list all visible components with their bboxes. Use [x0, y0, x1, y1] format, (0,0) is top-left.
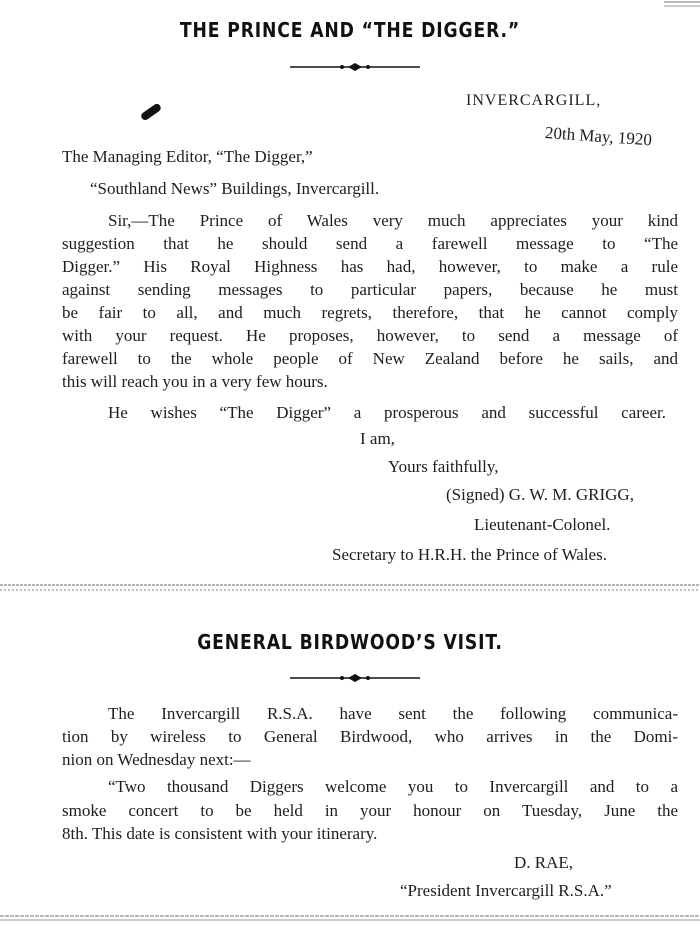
quote-line: “Two thousand Diggers welcome you to Invercargill and to a — [108, 777, 678, 796]
edge-rule-marks — [664, 0, 700, 10]
body-line: Digger.” His Royal Highness has had, however, to make a rule — [62, 257, 678, 276]
body-line: suggestion that he should send a farewell message to “The — [62, 234, 678, 253]
headline-birdwood-visit: GENERAL BIRDWOOD’S VISIT. — [197, 630, 503, 654]
closing-line: I am, — [360, 429, 395, 448]
signer-name: D. RAE, — [514, 853, 574, 872]
signer-title: “President Invercargill R.S.A.” — [400, 881, 612, 900]
signature-line: (Signed) G. W. M. GRIGG, — [446, 485, 634, 504]
bottom-rule — [0, 914, 700, 922]
body-line: with your request. He proposes, however, to send a message of — [62, 326, 678, 345]
section-divider-rule — [0, 582, 700, 594]
intro-line: tion by wireless to General Birdwood, who arrives in the Domi- — [62, 727, 678, 746]
quote-line: smoke concert to be held in your honour on Tuesday, June the — [62, 801, 678, 820]
dateline-date: 20th May, 1920 — [544, 123, 653, 150]
secretary-line: Secretary to H.R.H. the Prince of Wales. — [332, 545, 607, 564]
body-line: this will reach you in a very few hours. — [62, 372, 328, 391]
quote-line: 8th. This date is consistent with your itinerary. — [62, 824, 378, 843]
wish-line: He wishes “The Digger” a prosperous and successful career. — [108, 403, 666, 422]
address-line: “Southland News” Buildings, Invercargill. — [90, 179, 380, 198]
ornament-divider-2 — [290, 673, 420, 683]
body-line: be fair to all, and much regrets, therefore, that he cannot comply — [62, 303, 678, 322]
addressee-line: The Managing Editor, “The Digger,” — [62, 147, 313, 166]
intro-line: nion on Wednesday next:— — [62, 750, 251, 769]
headline-prince-digger: THE PRINCE AND “THE DIGGER.” — [179, 18, 521, 42]
rank-line: Lieutenant-Colonel. — [474, 515, 611, 534]
body-line: farewell to the whole people of New Zealand before he sails, and — [62, 349, 678, 368]
intro-line: The Invercargill R.S.A. have sent the following communica- — [108, 704, 678, 723]
yours-faithfully: Yours faithfully, — [388, 457, 499, 476]
ornament-divider-1 — [290, 62, 420, 72]
body-line: Sir,—The Prince of Wales very much appreciates your kind — [108, 211, 678, 230]
ink-mark — [140, 102, 163, 121]
dateline-place: INVERCARGILL, — [466, 92, 602, 109]
body-line: against sending messages to particular papers, because he must — [62, 280, 678, 299]
